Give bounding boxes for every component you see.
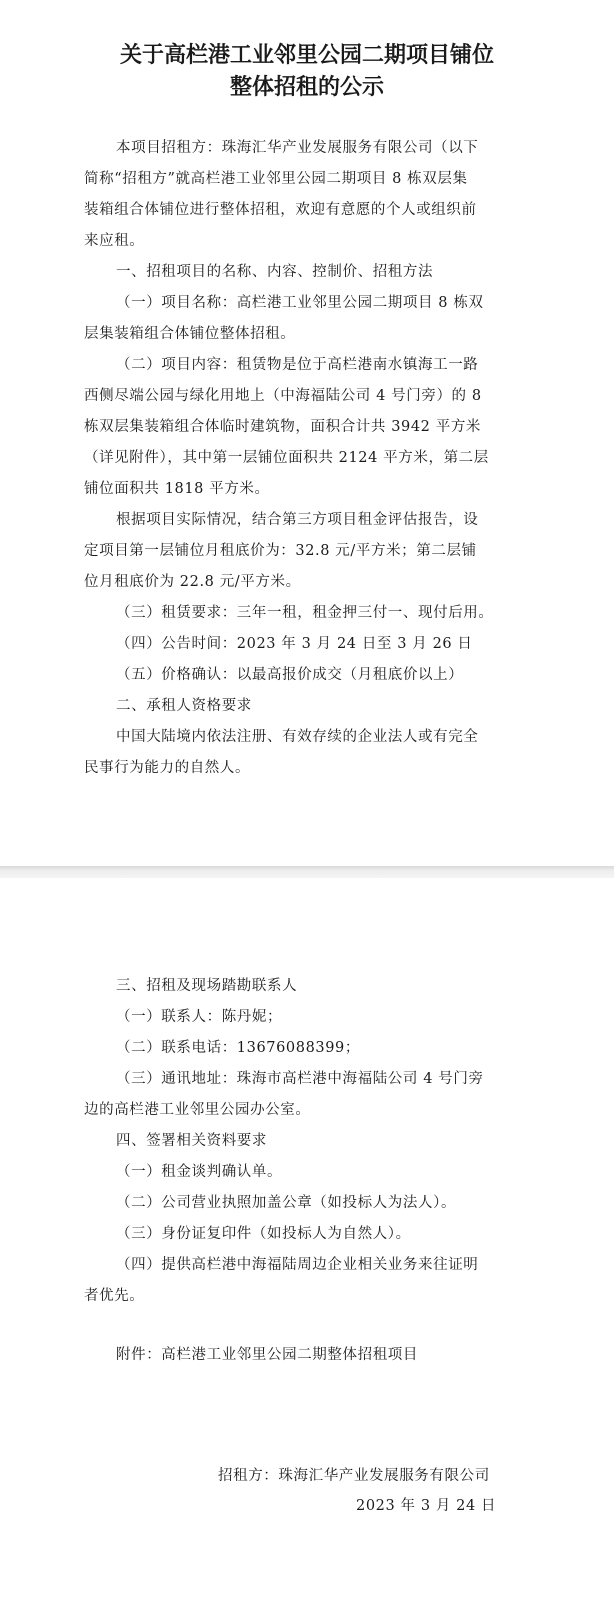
body-line: 层集装箱组合体铺位整体招租。 xyxy=(84,326,296,342)
body-line: 栋双层集装箱组合体临时建筑物，面积合计共 3942 平方米 xyxy=(84,419,482,435)
attachment-note: 附件：高栏港工业邻里公园二期整体招租项目 xyxy=(116,1347,418,1363)
body-line: （详见附件），其中第一层铺位面积共 2124 平方米，第二层 xyxy=(84,450,489,466)
body-line: 中国大陆境内依法注册、有效存续的企业法人或有完全 xyxy=(116,729,479,745)
body-line: 民事行为能力的自然人。 xyxy=(84,760,251,776)
body-line: 位月租底价为 22.8 元/平方米。 xyxy=(84,574,301,590)
contact-address: （三）通讯地址：珠海市高栏港中海福陆公司 4 号门旁 xyxy=(116,1071,484,1087)
body-line: （二）项目内容：租赁物是位于高栏港南水镇海工一路 xyxy=(116,357,479,373)
body-line: 根据项目实际情况，结合第三方项目租金评估报告，设 xyxy=(116,512,479,528)
requirement-item: （一）租金谈判确认单。 xyxy=(116,1164,283,1180)
body-line: （三）租赁要求：三年一租，租金押三付一、现付后用。 xyxy=(116,605,494,621)
intro-line: 装箱组合体铺位进行整体招租，欢迎有意愿的个人或组织前 xyxy=(84,202,477,218)
signature-date: 2023 年 3 月 24 日 xyxy=(356,1498,497,1514)
document-title-line-1: 关于高栏港工业邻里公园二期项目铺位 xyxy=(119,42,494,68)
section-heading: 四、签署相关资料要求 xyxy=(116,1133,267,1149)
requirement-item: 者优先。 xyxy=(84,1288,145,1304)
section-heading: 一、招租项目的名称、内容、控制价、招租方法 xyxy=(116,264,434,280)
contact-phone: （二）联系电话：13676088399； xyxy=(116,1040,360,1056)
requirement-item: （二）公司营业执照加盖公章（如投标人为法人）。 xyxy=(116,1195,457,1211)
document-page-2 xyxy=(0,878,614,1600)
intro-line: 简称“招租方”就高栏港工业邻里公园二期项目 8 栋双层集 xyxy=(84,171,468,187)
section-heading: 二、承租人资格要求 xyxy=(116,698,252,714)
body-line: 西侧尽端公园与绿化用地上（中海福陆公司 4 号门旁）的 8 xyxy=(84,388,482,404)
body-line: （四）公告时间：2023 年 3 月 24 日至 3 月 26 日 xyxy=(116,636,473,652)
page-separator xyxy=(0,866,614,878)
requirement-item: （三）身份证复印件（如投标人为自然人）。 xyxy=(116,1226,411,1242)
section-heading: 三、招租及现场踏勘联系人 xyxy=(116,978,298,994)
contact-name: （一）联系人：陈丹妮； xyxy=(116,1009,283,1025)
contact-address: 边的高栏港工业邻里公园办公室。 xyxy=(84,1102,311,1118)
signature-issuer: 招租方：珠海汇华产业发展服务有限公司 xyxy=(218,1468,490,1484)
body-line: （五）价格确认：以最高报价成交（月租底价以上） xyxy=(116,667,464,683)
body-line: 铺位面积共 1818 平方米。 xyxy=(84,481,270,497)
requirement-item: （四）提供高栏港中海福陆周边企业相关业务来往证明 xyxy=(116,1257,479,1273)
body-line: （一）项目名称：高栏港工业邻里公园二期项目 8 栋双 xyxy=(116,295,484,311)
document-title-line-2: 整体招租的公示 xyxy=(229,74,384,100)
intro-line: 来应租。 xyxy=(84,233,145,249)
intro-line: 本项目招租方：珠海汇华产业发展服务有限公司（以下 xyxy=(116,140,479,156)
body-line: 定项目第一层铺位月租底价为：32.8 元/平方米；第二层铺 xyxy=(84,543,477,559)
